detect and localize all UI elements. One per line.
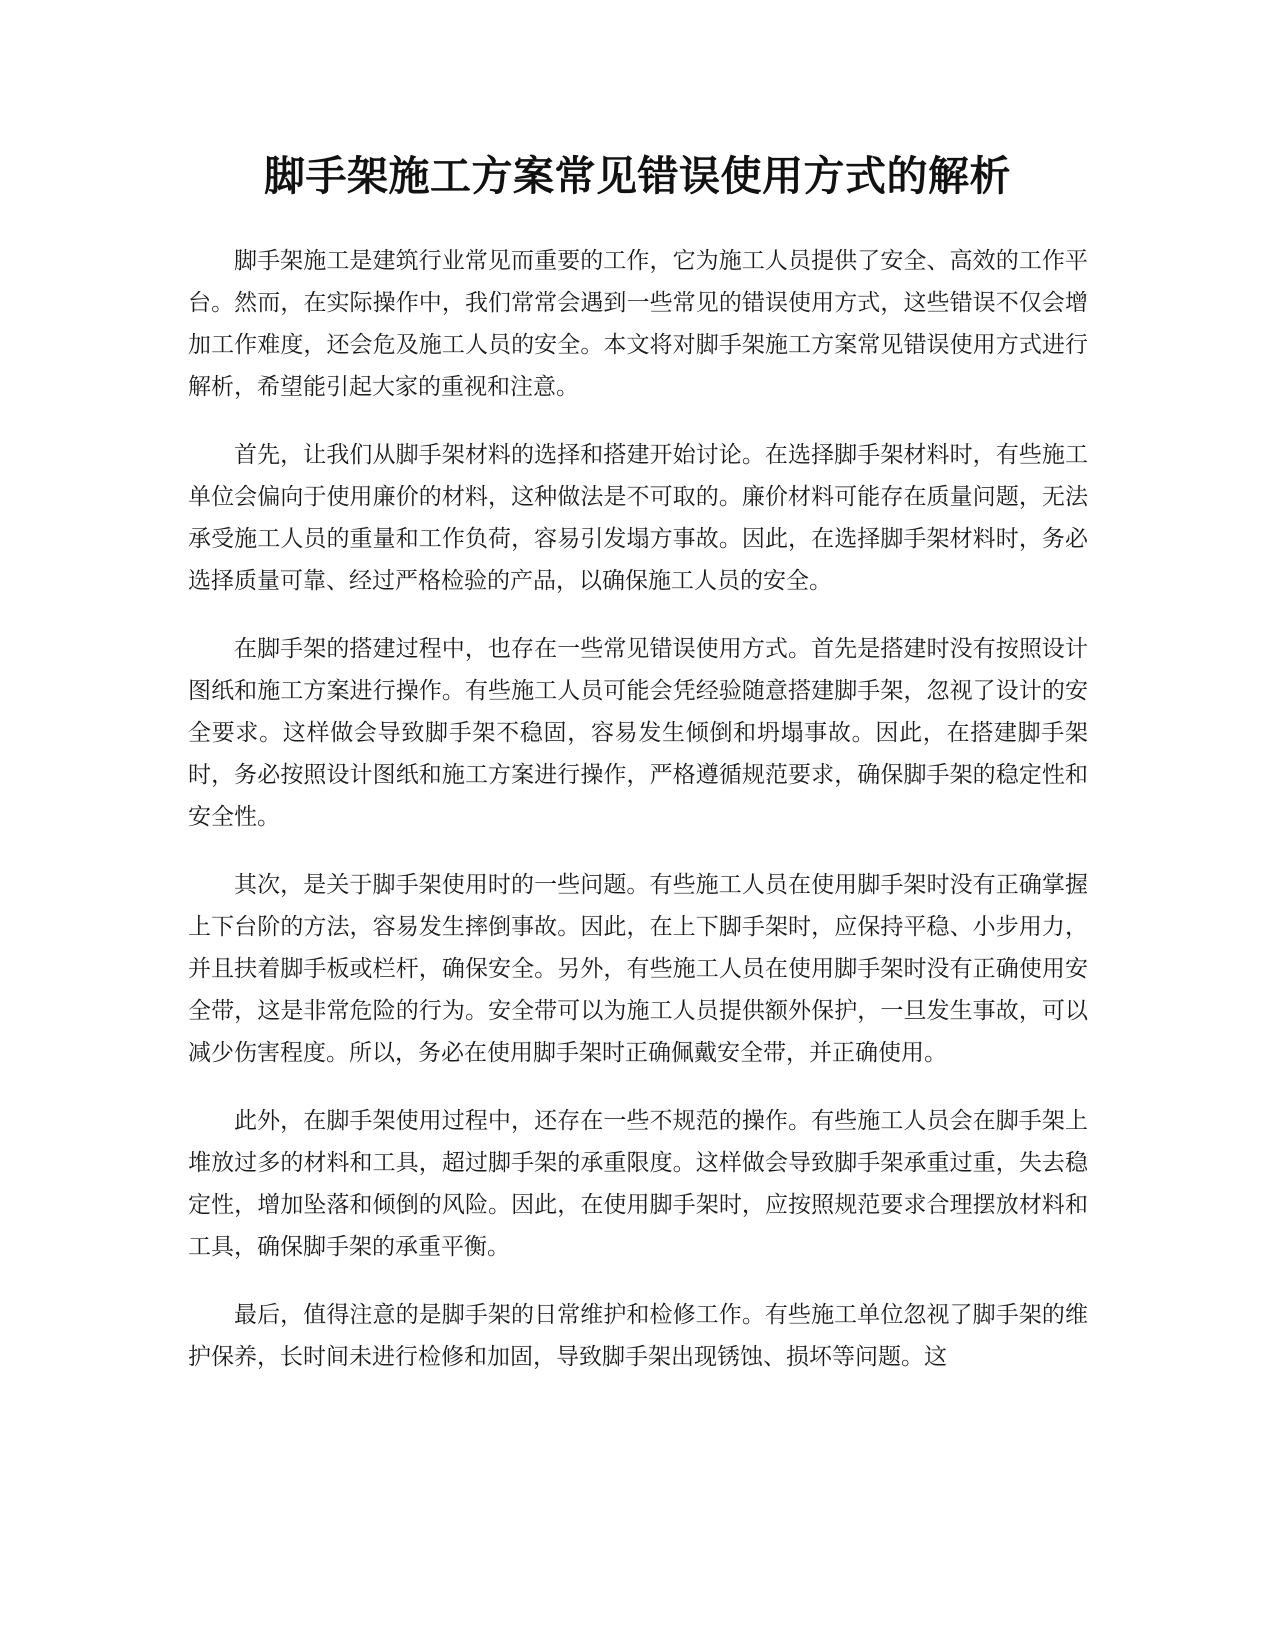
paragraph-construction: 在脚手架的搭建过程中，也存在一些常见错误使用方式。首先是搭建时没有按照设计图纸和施工方案进行操作。有些施工人员可能会凭经验随意搭建脚手架，忽视了设计的安全要求。这样做会导致脚手架不稳固，容易发生倾倒和坍塌事故。因此，在搭建脚手架时，务必按照设计图纸和施工方案进行操作，严格遵循规范要求，确保脚手架的稳定性和安全性。 [188, 636, 1088, 830]
paragraph-intro: 脚手架施工是建筑行业常见而重要的工作，它为施工人员提供了安全、高效的工作平台。然而，在实际操作中，我们常常会遇到一些常见的错误使用方式，这些错误不仅会增加工作难度，还会危及施工人员的安全。本文将对脚手架施工方案常见错误使用方式进行解析，希望能引起大家的重视和注意。 [188, 248, 1088, 400]
document-body [188, 240, 1088, 1404]
paragraph-maintenance: 最后，值得注意的是脚手架的日常维护和检修工作。有些施工单位忽视了脚手架的维护保养，长时间未进行检修和加固，导致脚手架出现锈蚀、损坏等问题。这 [188, 1302, 1088, 1370]
paragraph-materials: 首先，让我们从脚手架材料的选择和搭建开始讨论。在选择脚手架材料时，有些施工单位会偏向于使用廉价的材料，这种做法是不可取的。廉价材料可能存在质量问题，无法承受施工人员的重量和工作负荷，容易引发塌方事故。因此，在选择脚手架材料时，务必选择质量可靠、经过严格检验的产品，以确保施工人员的安全。 [188, 442, 1088, 594]
paragraph-loading: 此外，在脚手架使用过程中，还存在一些不规范的操作。有些施工人员会在脚手架上堆放过多的材料和工具，超过脚手架的承重限度。这样做会导致脚手架承重过重，失去稳定性，增加坠落和倾倒的风险。因此，在使用脚手架时，应按照规范要求合理摆放材料和工具，确保脚手架的承重平衡。 [188, 1108, 1088, 1260]
document-title: 脚手架施工方案常见错误使用方式的解析 [264, 152, 1011, 200]
paragraph-usage: 其次，是关于脚手架使用时的一些问题。有些施工人员在使用脚手架时没有正确掌握上下台阶的方法，容易发生摔倒事故。因此，在上下脚手架时，应保持平稳、小步用力，并且扶着脚手板或栏杆，确保安全。另外，有些施工人员在使用脚手架时没有正确使用安全带，这是非常危险的行为。安全带可以为施工人员提供额外保护，一旦发生事故，可以减少伤害程度。所以，务必在使用脚手架时正确佩戴安全带，并正确使用。 [188, 872, 1088, 1066]
